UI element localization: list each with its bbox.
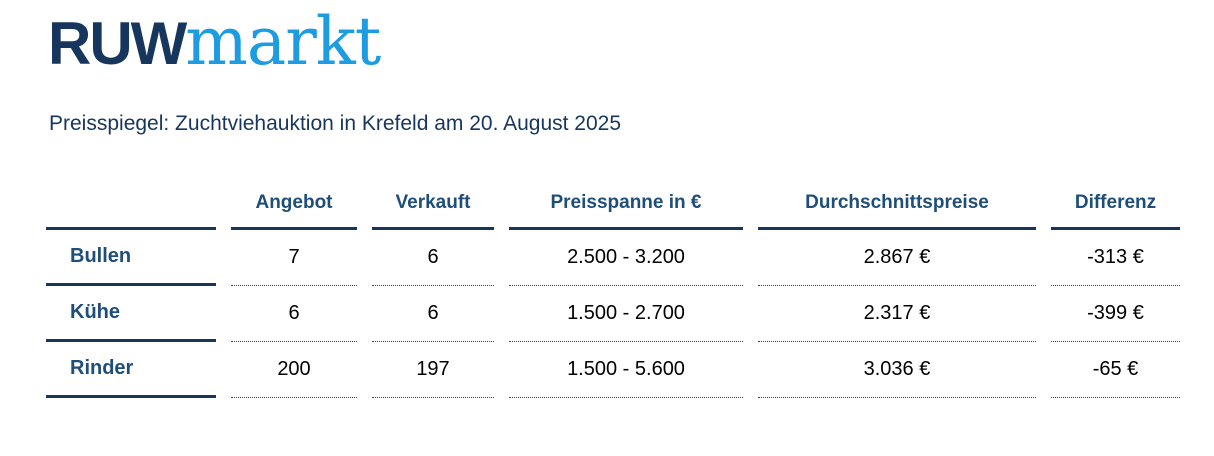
table-row-kuehe xyxy=(46,286,1180,342)
cell-durchschnittspreis: 2.317 € xyxy=(758,286,1036,342)
cell-differenz: -399 € xyxy=(1051,286,1180,342)
header-row xyxy=(46,178,1180,230)
cell-angebot: 6 xyxy=(231,286,357,342)
row-label: Rinder xyxy=(46,342,216,398)
cell-preisspanne: 1.500 - 2.700 xyxy=(509,286,743,342)
cell-durchschnittspreis: 2.867 € xyxy=(758,230,1036,286)
cell-angebot: 7 xyxy=(231,230,357,286)
table-header xyxy=(46,178,1180,230)
row-label: Bullen xyxy=(46,230,216,286)
table-row-bullen xyxy=(46,230,1180,286)
column-header-differenz: Differenz xyxy=(1051,178,1180,230)
row-label: Kühe xyxy=(46,286,216,342)
cell-preisspanne: 1.500 - 5.600 xyxy=(509,342,743,398)
cell-verkauft: 6 xyxy=(372,230,494,286)
column-header-verkauft: Verkauft xyxy=(372,178,494,230)
auction-price-table xyxy=(31,178,1195,398)
page-title: Preisspiegel: Zuchtviehauktion in Krefeld am 20. August 2025 xyxy=(49,112,622,135)
cell-verkauft: 6 xyxy=(372,286,494,342)
column-header-empty xyxy=(46,178,216,230)
cell-differenz: -313 € xyxy=(1051,230,1180,286)
table-row-rinder xyxy=(46,342,1180,398)
column-header-durchschnittspreise: Durchschnittspreise xyxy=(758,178,1036,230)
cell-differenz: -65 € xyxy=(1051,342,1180,398)
logo-markt-text: markt xyxy=(185,3,381,80)
cell-durchschnittspreis: 3.036 € xyxy=(758,342,1036,398)
table-body xyxy=(46,230,1180,398)
logo-ruw-text: RUW xyxy=(48,10,186,77)
cell-angebot: 200 xyxy=(231,342,357,398)
cell-preisspanne: 2.500 - 3.200 xyxy=(509,230,743,286)
cell-verkauft: 197 xyxy=(372,342,494,398)
ruw-markt-logo xyxy=(48,3,381,80)
column-header-angebot: Angebot xyxy=(231,178,357,230)
column-header-preisspanne: Preisspanne in € xyxy=(509,178,743,230)
